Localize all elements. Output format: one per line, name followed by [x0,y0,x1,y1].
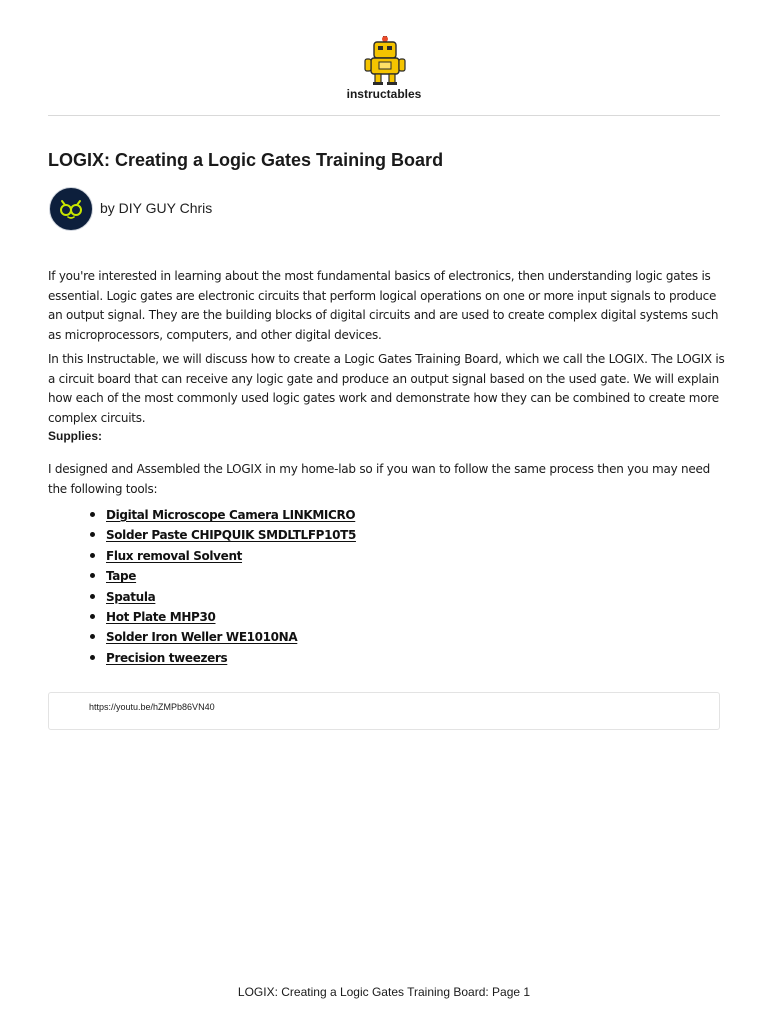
brand-name[interactable]: instructables [346,87,422,101]
list-item [84,546,356,566]
video-link[interactable]: https://youtu.be/hZMPb86VN40 [89,702,215,712]
supplies-intro: I designed and Assembled the LOGIX in my home-lab so if you wan to follow the same process then you may need the following tools: [48,462,710,496]
tools-list [84,505,356,668]
list-item [84,587,356,607]
list-item [84,566,356,586]
author-avatar-icon [57,195,85,223]
description-paragraph: In this Instructable, we will discuss how to create a Logic Gates Training Board, which we call the LOGIX. The LOGIX is a circuit board that can receive any logic gate and produce an output signal based on the used gate. We will explain how each of the most commonly used logic gates work and demonstrate how they can be combined to create more complex circuits. [48,352,725,425]
list-item [84,648,356,668]
tool-link-microscope[interactable]: Digital Microscope Camera LINKMICRO [106,508,356,522]
list-item [84,607,356,627]
instructables-robot-logo-icon[interactable] [362,36,408,86]
tool-link-hot-plate[interactable]: Hot Plate MHP30 [106,609,216,624]
tool-link-tweezers[interactable]: Precision tweezers [106,650,228,665]
list-item [84,505,356,525]
tool-link-solder-paste[interactable]: Solder Paste CHIPQUIK SMDLTLFP10T5 [106,528,356,543]
video-embed[interactable] [48,692,720,730]
list-item [84,525,356,545]
header-divider [48,115,720,116]
tool-link-spatula[interactable]: Spatula [106,589,156,604]
page-title: LOGIX: Creating a Logic Gates Training Board [48,150,444,170]
page-footer: LOGIX: Creating a Logic Gates Training Board: Page 1 [237,985,531,999]
tool-link-flux-solvent[interactable]: Flux removal Solvent [106,548,243,563]
intro-paragraph: If you're interested in learning about the most fundamental basics of electronics, then understanding logic gates is essential. Logic gates are electronic circuits that perform logical operations on one or more input signals to produce an output signal. They are the building blocks of digital circuits and are used to create complex digital systems such as microprocessors, computers, and other digital devices. [48,269,719,342]
author-byline[interactable]: by DIY GUY Chris [100,200,213,216]
author-avatar[interactable] [49,187,93,231]
page-header [0,0,768,116]
tool-link-tape[interactable]: Tape [106,569,137,584]
list-item [84,627,356,647]
tool-link-solder-iron[interactable]: Solder Iron Weller WE1010NA [106,630,298,645]
supplies-heading: Supplies: [48,429,103,443]
